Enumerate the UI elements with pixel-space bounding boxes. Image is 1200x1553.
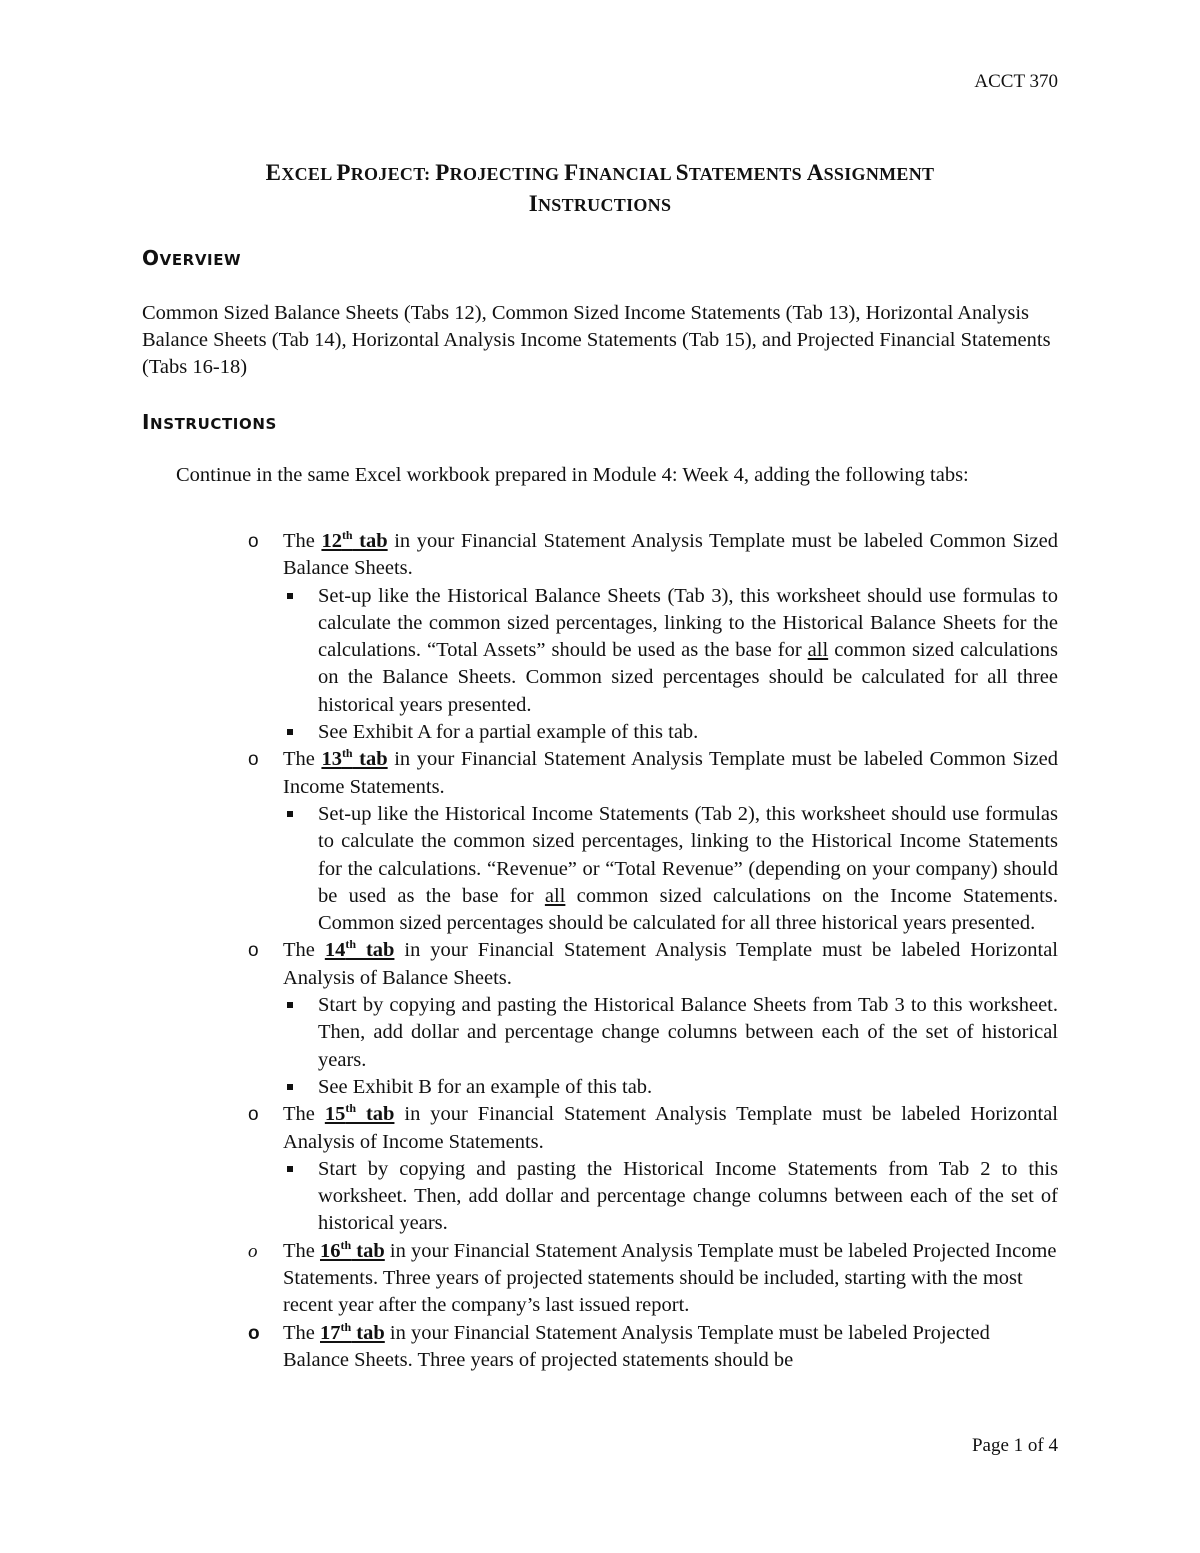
sub-list (283, 583, 1058, 747)
emphasis-underline: all (544, 884, 566, 907)
title-word: INSTRUCTIONS (528, 191, 672, 216)
tab-description: The 13th tab in your Financial Statement Analysis Template must be labeled Common Sized Income Statements. (283, 746, 1058, 798)
title-word: STATEMENTS (675, 160, 807, 185)
sub-item-text: Set-up like the Historical Income Statements (Tab 2), this worksheet should use formulas to calculate the common sized percentages, linking to the Historical Income Statements for the calculations. “Revenue” or “Total Revenue” (depending on your company) should be used as the base for all common sized calculations on the Income Statements. Common sized percentages should be calculated for all three historical years presented. (318, 802, 1058, 935)
title-word: PROJECTING (435, 160, 565, 185)
sub-item-text: See Exhibit A for a partial example of this tab. (318, 721, 699, 744)
sub-item (283, 719, 1058, 746)
tab-number: 16th tab (320, 1237, 385, 1262)
instructions-intro: Continue in the same Excel workbook prepared in Module 4: Week 4, adding the following tabs: (176, 464, 969, 486)
square-bullet-icon (287, 811, 293, 817)
tab-number: 14th tab (324, 937, 395, 962)
title-word: EXCEL (265, 160, 337, 185)
title-word: FINANCIAL (564, 160, 676, 185)
square-bullet-icon (287, 729, 293, 735)
sub-item-text: Set-up like the Historical Balance Sheets (Tab 3), this worksheet should use formulas to calculate the common sized percentages, linking to the Historical Balance Sheets for the calculations. “Total Assets” should be used as the base for all common sized calculations on the Balance Sheets. Common sized percentages should be calculated for all three historical years presented. (318, 584, 1058, 716)
sub-item (283, 801, 1058, 937)
sub-item-text: Start by copying and pasting the Historical Balance Sheets from Tab 3 to this worksheet. Then, add dollar and percentage change columns between each of the set of historical years. (318, 994, 1058, 1071)
circle-bullet-icon: o (248, 1104, 259, 1126)
square-bullet-icon (287, 1084, 293, 1090)
tab-description: The 16th tab in your Financial Statement Analysis Template must be labeled Projected Income Statements. Three years of projected statements should be included, starting with the most recent year after the company’s last issued report. (283, 1237, 1057, 1317)
title-word: PROJECT: (336, 160, 436, 185)
square-bullet-icon (287, 1002, 293, 1008)
tab-item-12 (246, 528, 1058, 746)
circle-bullet-icon: o (248, 940, 259, 962)
sub-item-text: Start by copying and pasting the Historical Income Statements from Tab 2 to this worksheet. Then, add dollar and percentage change columns between each of the set of historical years. (318, 1157, 1058, 1235)
sub-item (283, 583, 1058, 719)
overview-text: Common Sized Balance Sheets (Tabs 12), Common Sized Income Statements (Tab 13), Horizontal Analysis Balance Sheets (Tab 14), Horizontal Analysis Income Statements (Tab 15), and Projected Financial Statements (Tabs 16-18) (142, 302, 1051, 378)
sub-list (283, 1156, 1058, 1238)
title-word: ASSIGNMENT (806, 160, 935, 185)
course-code: ACCT 370 (974, 71, 1058, 92)
page-number: Page 1 of 4 (971, 1435, 1058, 1456)
sub-list (283, 801, 1058, 937)
square-bullet-icon (287, 593, 293, 599)
tab-instructions-list (246, 528, 1058, 1374)
tab-number: 17th tab (320, 1319, 385, 1344)
tab-item-16 (246, 1238, 1058, 1320)
overview-heading: OVERVIEW (142, 246, 242, 270)
circle-bullet-icon: o (248, 531, 259, 552)
tab-description: The 12th tab in your Financial Statement Analysis Template must be labeled Common Sized Balance Sheets. (283, 528, 1058, 580)
tab-number: 12th tab (321, 528, 388, 552)
sub-item (283, 1074, 1058, 1101)
instructions-heading: INSTRUCTIONS (142, 410, 277, 434)
emphasis-underline: all (807, 639, 829, 662)
tab-description: The 15th tab in your Financial Statement Analysis Template must be labeled Horizontal Analysis of Income Statements. (283, 1101, 1058, 1153)
tab-description: The 17th tab in your Financial Statement Analysis Template must be labeled Projected Balance Sheets. Three years of projected statements should be (283, 1319, 990, 1371)
tab-number: 13th tab (321, 746, 388, 771)
sub-list (283, 992, 1058, 1101)
tab-item-15 (246, 1101, 1058, 1237)
document-title (142, 158, 1058, 220)
square-bullet-icon (287, 1166, 293, 1172)
title-line-1 (142, 158, 1058, 189)
sub-item-text: See Exhibit B for an example of this tab. (318, 1075, 653, 1098)
title-line-2 (142, 189, 1058, 220)
sub-item (283, 1156, 1058, 1238)
tab-item-13 (246, 746, 1058, 937)
circle-bullet-icon: o (248, 1322, 260, 1344)
circle-bullet-icon: o (248, 1240, 258, 1262)
tab-description: The 14th tab in your Financial Statement Analysis Template must be labeled Horizontal Analysis of Balance Sheets. (283, 937, 1058, 989)
tab-number: 15th tab (324, 1101, 395, 1126)
circle-bullet-icon: o (248, 749, 259, 771)
tab-item-14 (246, 937, 1058, 1101)
sub-item (283, 992, 1058, 1074)
tab-item-17 (246, 1320, 1058, 1375)
